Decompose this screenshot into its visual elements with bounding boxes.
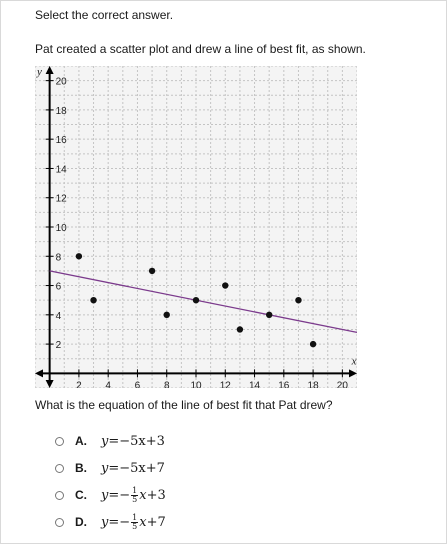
x-tick-label: 4 xyxy=(105,380,111,388)
x-tick-label: 20 xyxy=(336,380,348,388)
data-point xyxy=(149,268,155,274)
x-tick-label: 18 xyxy=(307,380,319,388)
y-tick-label: 2 xyxy=(55,340,62,352)
y-tick-label: 12 xyxy=(55,193,67,205)
x-tick-label: 12 xyxy=(219,380,231,388)
y-tick-label: 16 xyxy=(55,135,67,147)
radio-button[interactable] xyxy=(55,491,64,500)
choice-letter: C. xyxy=(75,488,87,502)
data-point xyxy=(266,312,272,318)
radio-button[interactable] xyxy=(55,464,64,473)
data-point xyxy=(76,253,82,259)
choice-letter: B. xyxy=(75,461,87,475)
question-text: Pat created a scatter plot and drew a line of best fit, as shown. xyxy=(35,42,366,56)
data-point xyxy=(164,312,170,318)
equation: y = −5x + 7 xyxy=(101,460,165,476)
choice-c[interactable] xyxy=(55,485,355,505)
radio-button[interactable] xyxy=(55,518,64,527)
y-axis-label: y xyxy=(36,66,42,78)
data-point xyxy=(90,297,96,303)
scatter-plot xyxy=(35,66,357,388)
y-tick-label: 10 xyxy=(55,223,67,234)
data-point xyxy=(193,297,199,303)
x-tick-label: 2 xyxy=(76,380,82,388)
data-point xyxy=(310,341,316,347)
fraction: $\frac{1}{5}$ xyxy=(132,512,138,531)
radio-button[interactable] xyxy=(55,437,64,446)
equation: y = − $\frac{1}{5}$ x + 7 xyxy=(101,512,166,531)
equation: y = − $\frac{1}{5}$ x + 3 xyxy=(101,485,166,504)
instruction-text: Select the correct answer. xyxy=(35,8,174,22)
x-tick-label: 10 xyxy=(190,380,202,388)
y-tick-label: 18 xyxy=(55,105,67,117)
x-tick-label: 14 xyxy=(248,380,261,388)
equation: y = −5x + 3 xyxy=(101,433,165,449)
choice-b[interactable] xyxy=(55,458,355,478)
x-axis-label: x xyxy=(351,355,357,368)
y-tick-label: 6 xyxy=(55,281,62,293)
fraction: $\frac{1}{5}$ xyxy=(132,485,138,504)
data-point xyxy=(222,282,228,288)
y-tick-label: 8 xyxy=(55,252,62,264)
y-tick-label: 20 xyxy=(55,76,67,88)
x-tick-label: 8 xyxy=(163,380,170,388)
choice-letter: D. xyxy=(75,515,87,529)
data-point xyxy=(237,326,243,332)
choice-a[interactable] xyxy=(55,431,355,451)
choice-d[interactable] xyxy=(55,512,355,532)
choice-letter: A. xyxy=(75,434,87,448)
y-tick-label: 4 xyxy=(55,310,62,322)
y-tick-label: 14 xyxy=(55,164,67,176)
data-point xyxy=(295,297,301,303)
x-tick-label: 6 xyxy=(134,380,141,388)
prompt-text: What is the equation of the line of best fit that Pat drew? xyxy=(35,398,333,412)
x-tick-label: 16 xyxy=(278,380,290,388)
